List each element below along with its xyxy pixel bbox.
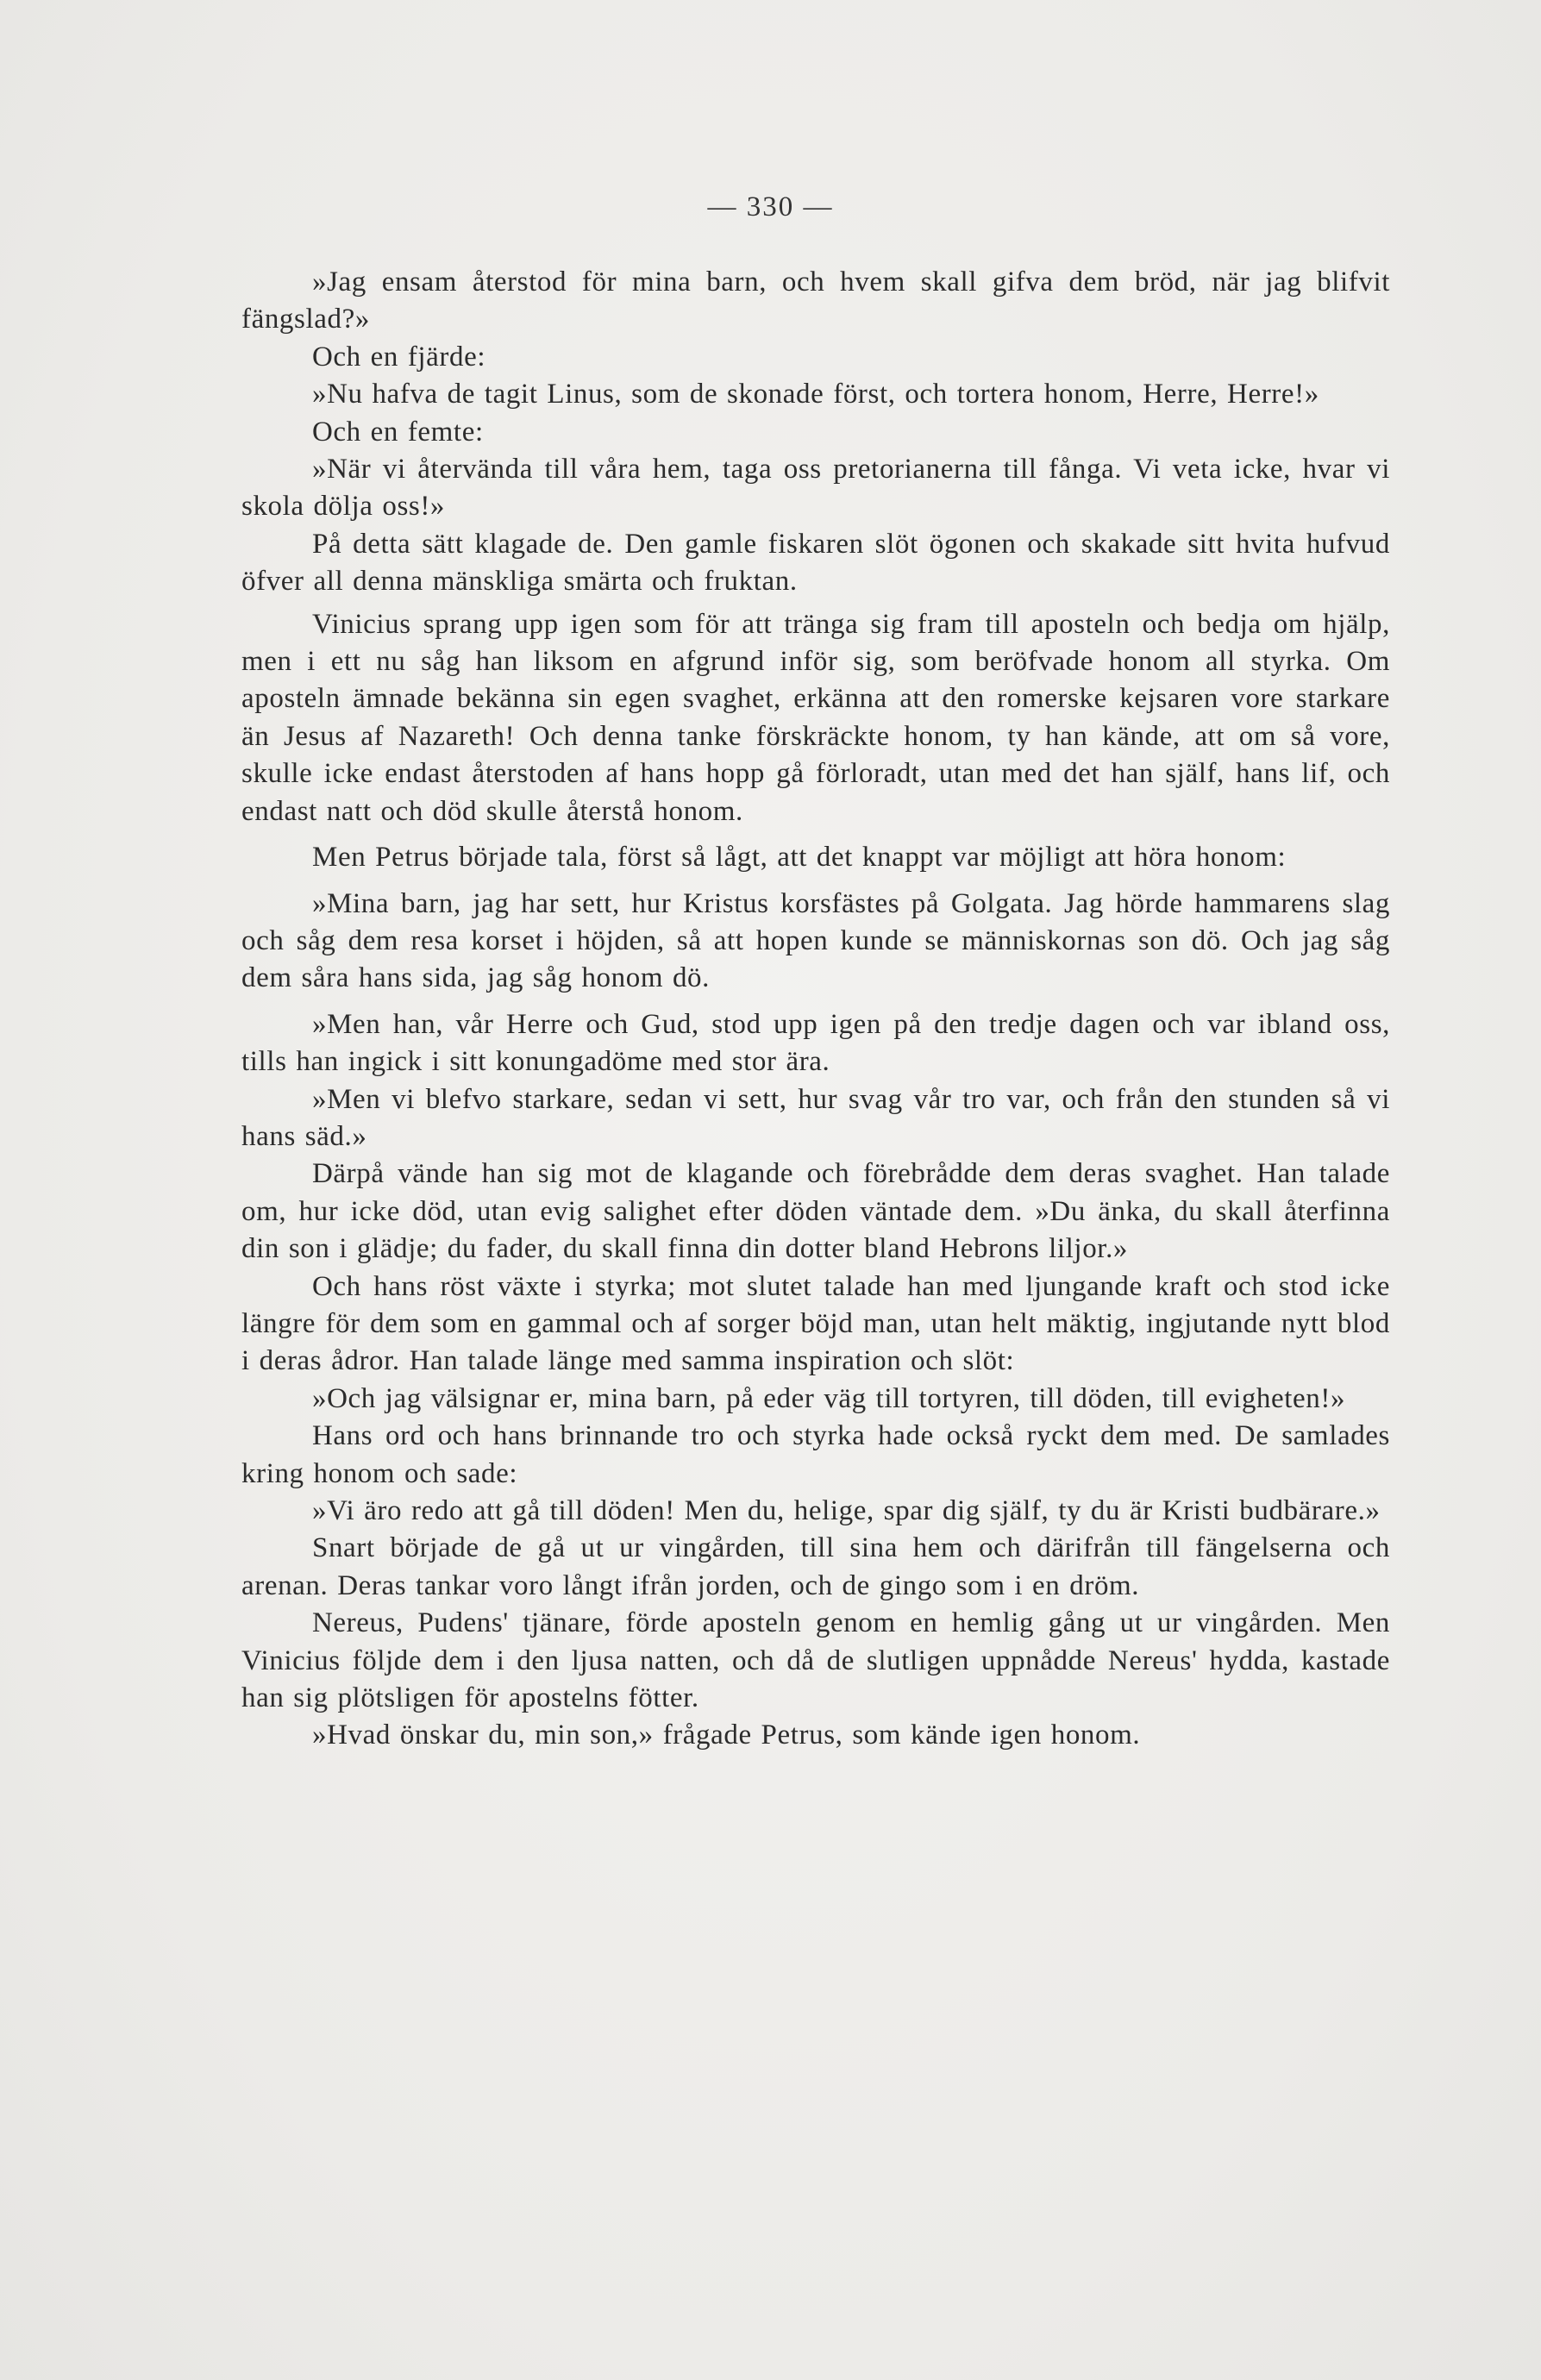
paragraph: Och en femte:: [312, 416, 484, 448]
paragraph: På detta sätt klagade de. Den gamle fiskaren slöt ögonen och skakade sitt hvita hufvud öfver all denna mänskliga smärta och fruktan.: [241, 528, 1390, 598]
paragraph: »Jag ensam återstod för mina barn, och hvem skall gifva dem bröd, när jag blifvit fängslad?»: [241, 266, 1390, 335]
paragraph: »Vi äro redo att gå till döden! Men du, helige, spar dig själf, ty du är Kristi budbärare.»: [312, 1495, 1381, 1526]
paragraph: »Mina barn, jag har sett, hur Kristus korsfästes på Golgata. Jag hörde hammarens slag och såg dem resa korset i höjden, så att hopen kunde se människornas son dö. Och jag såg dem såra hans sida, jag såg honom dö.: [241, 887, 1390, 994]
paragraph: Och en fjärde:: [312, 341, 486, 373]
paragraph: Men Petrus började tala, först så lågt, att det knappt var möjligt att höra honom:: [312, 842, 1287, 874]
paragraph: Vinicius sprang upp igen som för att tränga sig fram till aposteln och bedja om hjälp, men i ett nu såg han liksom en afgrund inför sig, som beröfvade honom all styrka. Om aposteln ämnade bekänna sin egen svaghet, erkänna att den romerske kejsaren vore starkare än Jesus af Nazareth! Och denna tanke förskräckte honom, ty han kände, att om så vore, skulle icke endast återstoden af hans hopp gå förloradt, utan med det han själf, hans lif, och endast natt och död skulle återstå honom.: [241, 608, 1390, 827]
paragraph: »Nu hafva de tagit Linus, som de skonade först, och tortera honom, Herre, Herre!»: [312, 379, 1319, 410]
paragraph: Hans ord och hans brinnande tro och styrka hade också ryckt dem med. De samlades kring honom och sade:: [241, 1420, 1390, 1489]
paragraph: »Men han, vår Herre och Gud, stod upp igen på den tredje dagen och var ibland oss, tills han ingick i sitt konungadöme med stor ära.: [241, 1008, 1390, 1078]
body-text: [241, 264, 1390, 1755]
paragraph: Snart började de gå ut ur vingården, till sina hem och därifrån till fängelserna och arenan. Deras tankar voro långt ifrån jorden, och de gingo som i en dröm.: [241, 1532, 1390, 1601]
paragraph: »Och jag välsignar er, mina barn, på eder väg till tortyren, till döden, till evigheten!»: [312, 1382, 1346, 1414]
paragraph: »Men vi blefvo starkare, sedan vi sett, hur svag vår tro var, och från den stunden så vi hans säd.»: [241, 1083, 1390, 1152]
paragraph: Och hans röst växte i styrka; mot slutet talade han med ljungande kraft och stod icke längre för dem som en gammal och af sorger böjd man, utan helt mäktig, ingjutande nytt blod i deras ådror. Han talade länge med samma inspiration och slöt:: [241, 1270, 1390, 1377]
paragraph: »Hvad önskar du, min son,» frågade Petrus, som kände igen honom.: [312, 1719, 1141, 1751]
paragraph: Därpå vände han sig mot de klagande och förebrådde dem deras svaghet. Han talade om, hur icke död, utan evig salighet efter döden väntade dem. »Du änka, du skall återfinna din son i glädje; du fader, du skall finna din dotter bland Hebrons liljor.»: [241, 1158, 1390, 1265]
paragraph: Nereus, Pudens' tjänare, förde aposteln genom en hemlig gång ut ur vingården. Men Vinicius följde dem i den ljusa natten, och då de slutligen uppnådde Nereus' hydda, kastade han sig plötsligen för apostelns fötter.: [241, 1607, 1390, 1714]
page-number: — 330 —: [707, 191, 834, 222]
paragraph: »När vi återvända till våra hem, taga oss pretorianerna till fånga. Vi veta icke, hvar vi skola dölja oss!»: [241, 454, 1390, 523]
